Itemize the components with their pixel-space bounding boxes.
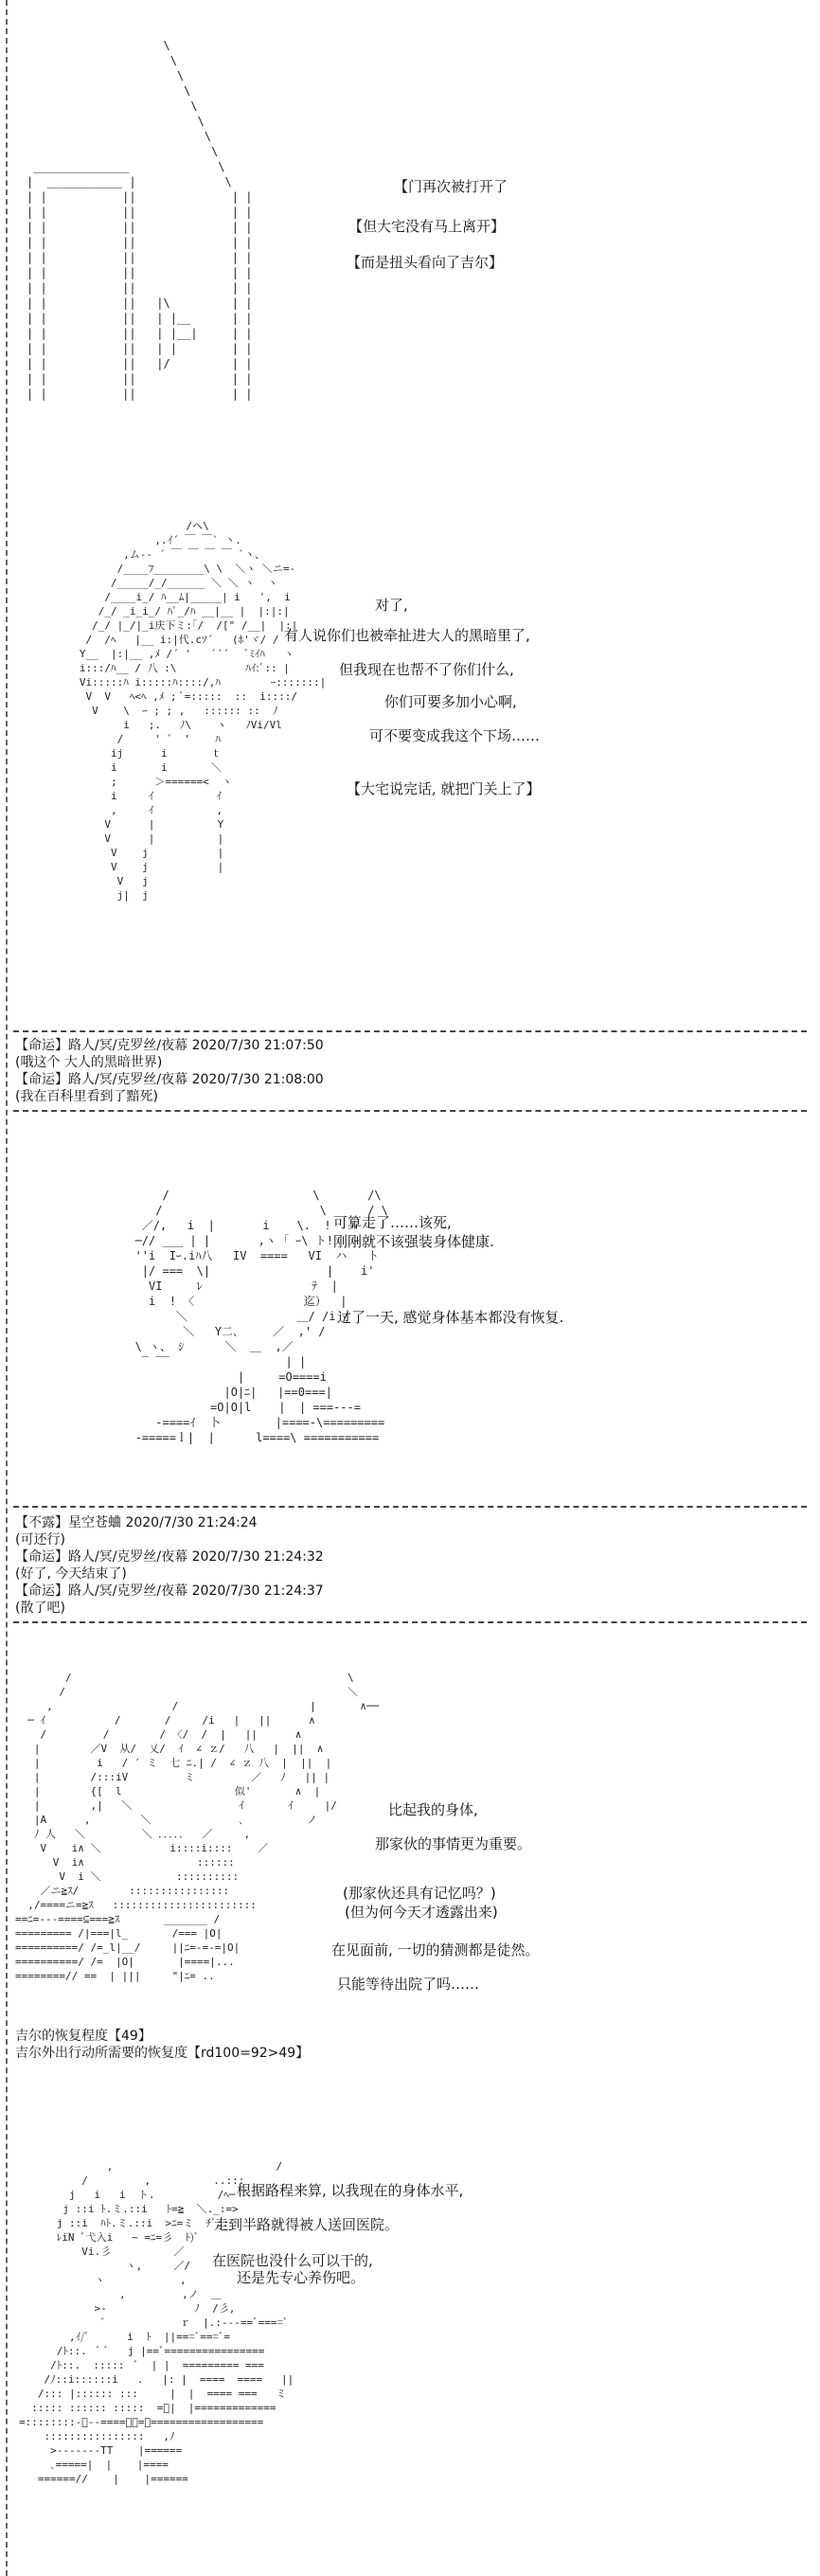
dialogue-line-17: 在医院也没什么可以干的, [212, 2252, 373, 2269]
chat-log-entry: 【命运】路人/冥/克罗丝/夜幕 2020/7/30 21:24:37 [15, 1583, 324, 1599]
dialogue-line-15: 根据路程来算, 以我现在的身体水平, [237, 2182, 464, 2199]
chat-log-entry: (我在百科里看到了黯死) [15, 1089, 158, 1104]
door-ascii-art: \ \ \ \ \ \ \ \ ______________ \ | ___________ | \ | | || | | | | || | | | | || | | | | || | | | | || | | | | || | | | | || | | | | || |\ | | | | || | |__ | | | | || | |__| | | | | || | | | | | | || |/ | | | | || | | | | || | | [27, 39, 253, 401]
dialogue-line-16: 走到半路就得被人送回医院。 [214, 2216, 400, 2233]
chat-log-entry: 【命运】路人/冥/克罗丝/夜幕 2020/7/30 21:08:00 [15, 1072, 324, 1087]
dialogue-line-14: 只能等待出院了吗…… [337, 1976, 480, 1993]
dialogue-line-4: 你们可要多加小心啊, [384, 693, 517, 710]
character-thinking-ascii-art: / \ / ＼ , / | ∧── ─ ｲ / / /i | || ∧ / / / 〈/ / | || ∧ | ／V 从/ 乂/ ｲ ∠ ｚ/ 八 | || ∧ | i / ′ ミ 七 ﾆ.| / ∠ ｚ 八 | || | | /:::iV ミ ／ ﾉ || | | {[ l 似' ∧ | | ,| ＼ ｲ ｲ |/ |A , ＼ ､ ノ ﾉ 人 ＼ ＼ ．．．．． ／ , V i∧ ＼ i::::i:::: ／ V i∧ :::::: V i ＼ :::::::::: ／ニ≧ｽ/ :::::::::::::::: ,/====ニ=≧ｽ ::::::::::::::::::::::: ==ﾆ=---====⊆===≧ｽ _______ / ========= /|===|l_ /=== |O| ==========/ /=_l|__/ ||ﾆ=-=-=|O| ==========/ /= |O| |====|... ========// == | ||| "|ﾆ= .. [15, 1672, 380, 1982]
caption-not-leaving: 【但大宅没有马上离开】 [348, 218, 506, 235]
caption-door-opened: 【门再次被打开了 [394, 178, 508, 195]
character-hat-ascii-art: /ヘ\ ,.ｲ´ ￣ ￣` 丶. ,ム-‐ ´ ￣ ￣ ￣ ￣ `ヽ、 /____ﾌ________\ \ ＼ヽ ＼ニ=- /_____/_/______ ＼ ＼ ヽ ヽ /____i_/ ﾊ__ﾑ|_____| i ', i /_/ _i_i_/ ﾊﾟ_/ﾊ __|__ | |:|:| /_/ |_/|_i庆下ミ:｢/ /[" /__| |:| / /ﾍ |__ i:|代.cｿ´ (ﾎ'ヾ/ / Y__ |:|__ ,ﾒ /´ ' ´´´ ﾞﾐｲﾊ ヽ i:::/ﾊ__ / 八 :\ ﾊｲ:ﾞ:: | Vi:::::ﾊ i:::::ﾊ::::/,ﾊ ｰ:::::::| V V ﾍ<ﾍ ,ﾒ ; ﾞ=::::: :: i::::/ V \ ｰ ; ; , :::::: :: ﾉ i ;. ﾉ\ ヽ ﾉVi/Vl / ' ゛ ' ﾊ ij i ｔ i i ＼ ; ＞======< ヽ i ｲ ｲ , ｲ , V | Y V | | V j | V j | V j j| j [79, 520, 327, 902]
recovery-roll: 吉尔外出行动所需要的恢复度【rd100=92>49】 [15, 2046, 310, 2061]
chat-log-entry: 【命运】路人/冥/克罗丝/夜幕 2020/7/30 21:07:50 [15, 1038, 324, 1053]
dialogue-line-5: 可不要变成我这个下场…… [369, 727, 541, 744]
caption-door-closed: 【大宅说完话, 就把门关上了】 [347, 780, 541, 797]
caption-turn-to-gil: 【而是扭头看向了吉尔】 [347, 254, 504, 271]
chat-log-entry: (可还行) [15, 1532, 65, 1547]
section-divider [13, 1621, 807, 1623]
dialogue-line-12: (但为何今天才透露出来) [345, 1904, 498, 1921]
dialogue-line-10: 那家伙的事情更为重要。 [375, 1835, 532, 1852]
dialogue-line-7: 刚刚就不该强装身体健康. [333, 1233, 494, 1250]
character-resting-ascii-art: , / / , ..::: j i i ト. /ﾍ─ ´ j ::i ﾄ.ミ.::i ﾄ=≧ ＼._:=> j ::i ﾊﾄ.ミ.::i >ﾆ=ミ ﾁﾞ:: ﾚiN ﾞ弋入i ~ =ﾆ=彡 ﾄ)ﾞ Vi.彡 ／ ヽ, ／/ ヽ , , ,ノ ＿ >- ﾉ /彡, ゛ ｒ |.:-‐‐==ﾞ====ﾞ ,ｲ/ﾞ i ﾄ ||===ﾞ===ﾞ= /ﾄ::. ﾞ ﾞ j |==ﾞ================ /ﾄ::. ::::: ﾞ | | ========= === /ﾉ::i::::::i . |: | ==== ==== || /::: |:::::: ::: | | ==== === ミ ::::: :::::: ::::: =ﾞ| |============= =::::::::-ﾞ--====ﾞﾞ=ﾞ================== :::::::::::::::: ,ﾉ >‐‐‐‐‐‐‐TT |====== ､=====| | |==== ======// | |====== [19, 2160, 294, 2485]
dialogue-line-8: 过了一天, 感觉身体基本都没有恢复. [337, 1309, 564, 1326]
character-bed-ascii-art: / \ /\ / \ / \ ／/, i | i \. ! ﾙ ─// ___ | | ,ヽ ｢ ｰ\ ト! ｰ ''i Iｰ.iﾊ八 IV ==== VI ハ ト |/ === \| | i' VI ﾚ ﾃ | i ! 〈 迄） | ＼ ＿/ /i / ＼ Y二､ ／ ,' / \ ヽ、 ｼ ＼ ＿ ,／ ‾ ‾‾ | | | =O====i |O|ﾆ| |==0===| =O|O|l | | ===‐--= -====ｲ 卜 |====-\========= -=====ｌ| | l====\ =========== [134, 1189, 388, 1444]
dialogue-line-11: (那家伙还具有记忆吗？) [343, 1885, 496, 1902]
chat-log-entry: 【命运】路人/冥/克罗丝/夜幕 2020/7/30 21:24:32 [15, 1549, 324, 1565]
dialogue-line-13: 在见面前, 一切的猜测都是徒然。 [331, 1941, 540, 1959]
dialogue-line-1: 对了, [375, 597, 408, 614]
dialogue-line-3: 但我现在也帮不了你们什么, [339, 661, 514, 678]
section-divider [13, 1506, 807, 1508]
section-divider [13, 1030, 807, 1032]
dialogue-line-18: 还是先专心养伤吧。 [237, 2269, 365, 2286]
recovery-status: 吉尔的恢复程度【49】 [15, 2029, 152, 2044]
chat-log-entry: 【不露】星空苍蛐 2020/7/30 21:24:24 [15, 1515, 258, 1530]
chat-log-entry: (散了吧) [15, 1601, 65, 1616]
section-divider [13, 1110, 807, 1112]
chat-log-entry: (好了, 今天结束了) [15, 1566, 127, 1582]
left-dashed-frame [6, 0, 8, 2576]
chat-log-entry: (哦这个 大人的黑暗世界) [15, 1055, 163, 1070]
dialogue-line-9: 比起我的身体, [388, 1801, 478, 1818]
dialogue-line-6: 可算走了……该死, [333, 1214, 452, 1231]
dialogue-line-2: 有人说你们也被牵扯进大人的黑暗里了, [284, 627, 530, 644]
